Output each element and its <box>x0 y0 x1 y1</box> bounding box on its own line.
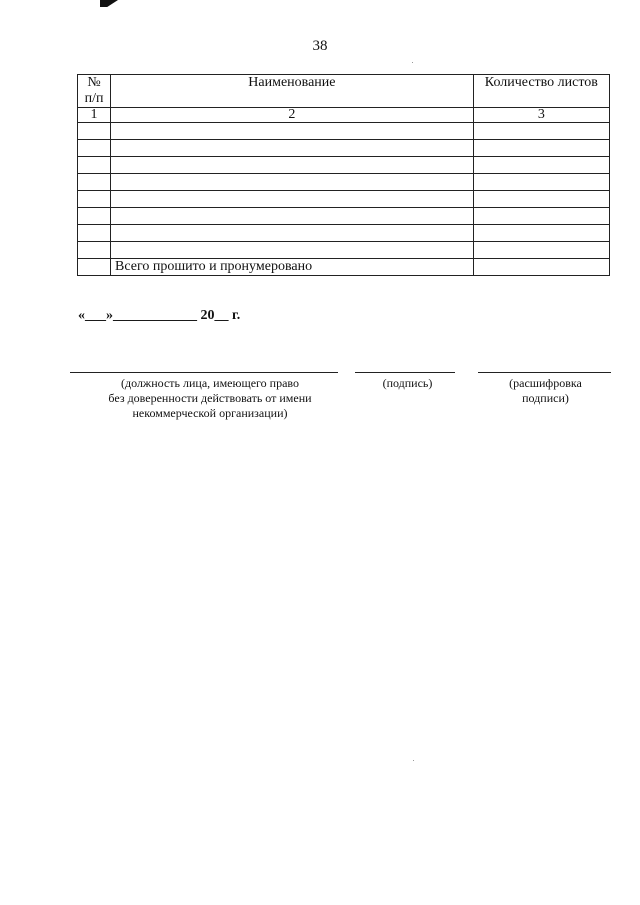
table-row <box>78 140 610 157</box>
table-cell <box>473 140 609 157</box>
scan-artifact <box>100 0 118 7</box>
index-cell-1: 1 <box>78 108 111 123</box>
table-row <box>78 123 610 140</box>
table-cell <box>111 123 474 140</box>
signature-line <box>355 372 455 373</box>
table-row <box>78 208 610 225</box>
table-cell <box>111 174 474 191</box>
total-row <box>78 259 610 276</box>
table-cell <box>78 123 111 140</box>
table-cell <box>78 242 111 259</box>
table-row <box>78 225 610 242</box>
table-cell <box>111 225 474 242</box>
signature-lines <box>0 372 640 374</box>
table-cell <box>111 191 474 208</box>
table-cell <box>473 157 609 174</box>
table-cell <box>78 208 111 225</box>
decipher-caption <box>478 376 613 406</box>
position-caption-line3: некоммерческой организации) <box>132 406 288 420</box>
column-index-row <box>78 108 610 123</box>
position-caption-line1: (должность лица, имеющего право <box>121 376 299 390</box>
table-cell <box>111 140 474 157</box>
table-row <box>78 191 610 208</box>
signature-caption: (подпись) <box>382 376 433 390</box>
table-cell <box>78 225 111 242</box>
table-row <box>78 242 610 259</box>
header-number-line2: п/п <box>84 91 104 106</box>
table-cell <box>78 191 111 208</box>
scan-speck <box>413 760 414 761</box>
header-count: Количество листов <box>473 75 609 108</box>
decipher-caption-line1: (расшифровка <box>509 376 582 390</box>
table-cell <box>473 225 609 242</box>
document-register-table <box>77 74 610 276</box>
index-cell-2: 2 <box>111 108 474 123</box>
position-caption-line2: без доверенности действовать от имени <box>108 391 312 405</box>
table-cell <box>111 208 474 225</box>
table-row <box>78 157 610 174</box>
total-label: Всего прошито и пронумеровано <box>111 259 474 276</box>
table-cell <box>111 242 474 259</box>
decipher-signature-line <box>478 372 611 373</box>
header-number-line1: № <box>87 75 101 90</box>
table-cell <box>473 242 609 259</box>
table-cell <box>78 174 111 191</box>
index-cell-3: 3 <box>473 108 609 123</box>
table-row <box>78 174 610 191</box>
header-name: Наименование <box>111 75 474 108</box>
page-number: 38 <box>312 38 328 54</box>
total-num-cell <box>78 259 111 276</box>
scan-speck <box>412 62 413 63</box>
table-cell <box>78 140 111 157</box>
position-caption <box>70 376 350 421</box>
table-header-row <box>78 75 610 108</box>
table-cell <box>78 157 111 174</box>
table-cell <box>473 174 609 191</box>
table-cell <box>111 157 474 174</box>
header-number <box>78 75 111 108</box>
total-count-cell <box>473 259 609 276</box>
table-cell <box>473 191 609 208</box>
table-cell <box>473 123 609 140</box>
table-cell <box>473 208 609 225</box>
position-signature-line <box>70 372 338 373</box>
decipher-caption-line2: подписи) <box>522 391 569 405</box>
date-line: «___»____________ 20__ г. <box>78 308 241 323</box>
